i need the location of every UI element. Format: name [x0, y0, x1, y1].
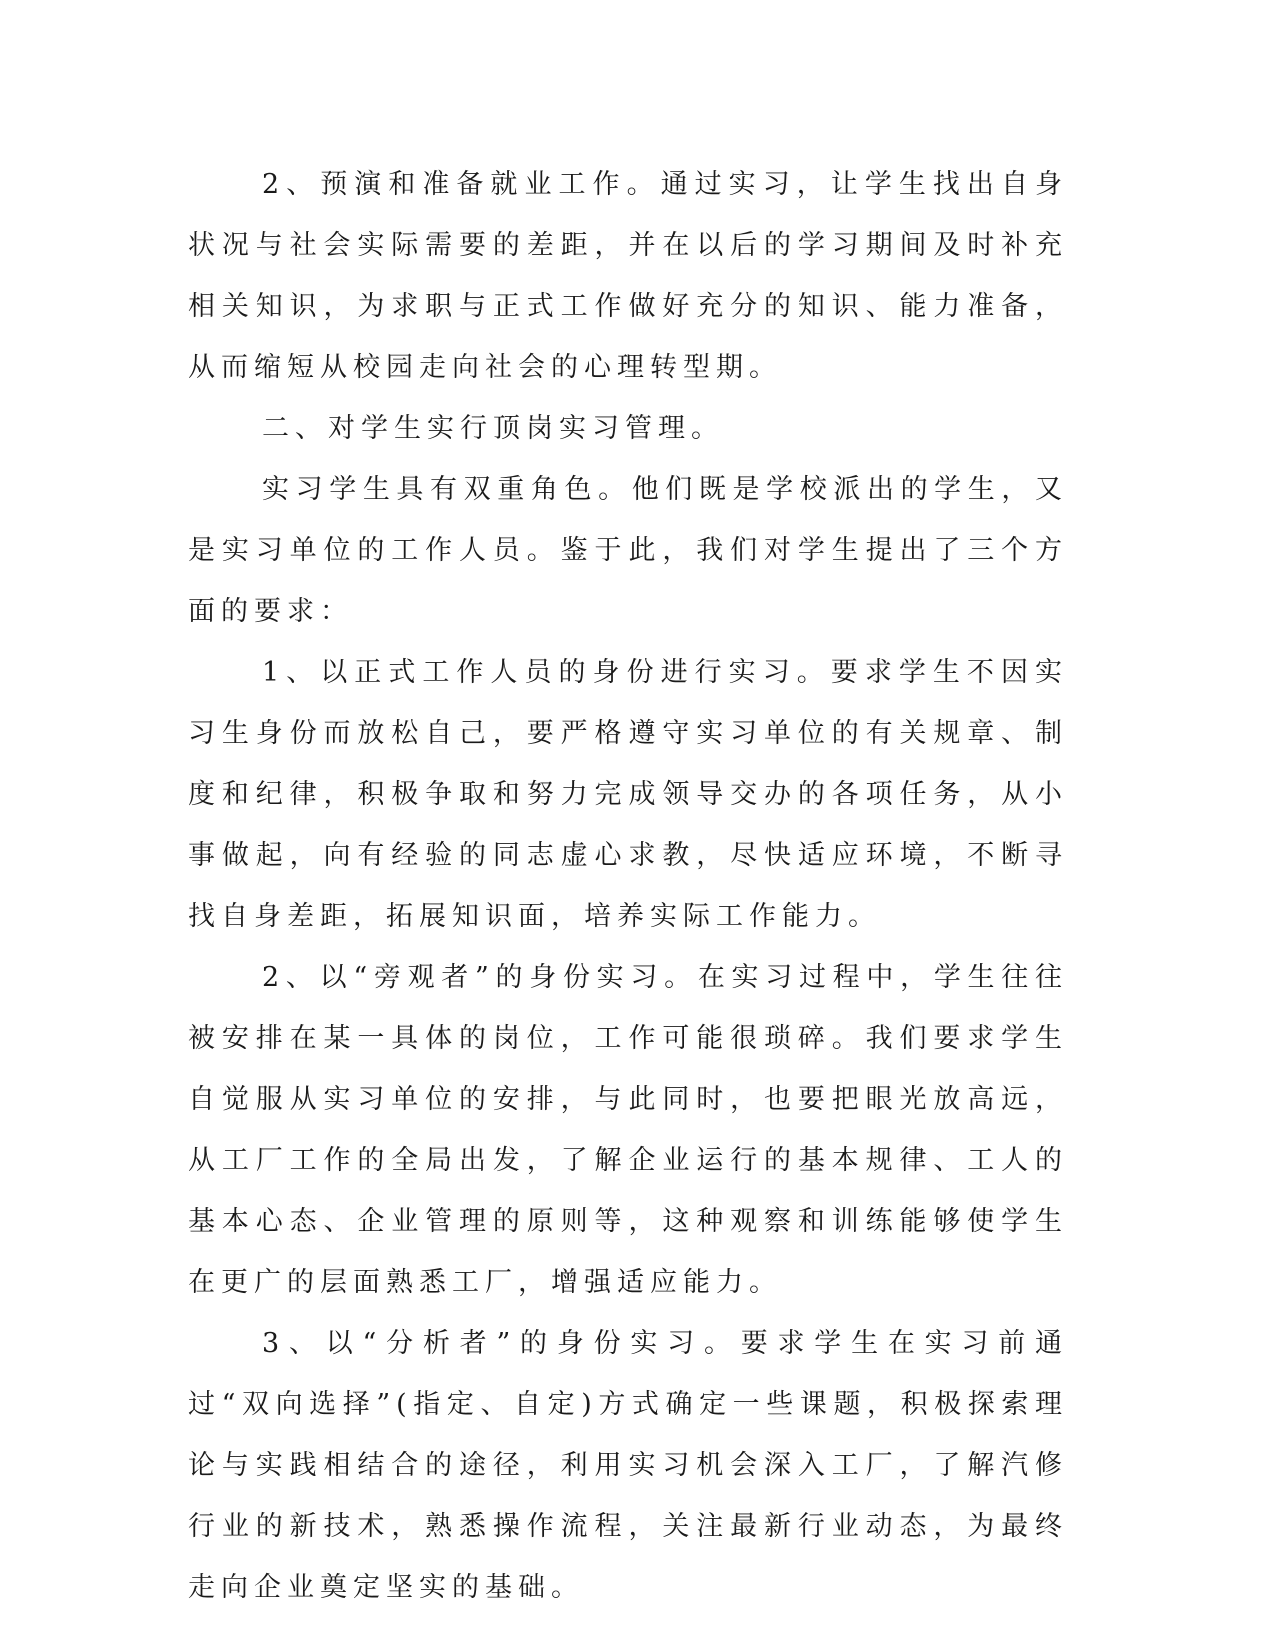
- document-body: [188, 154, 1068, 1618]
- paragraph-requirement-3: 3、以“分析者”的身份实习。要求学生在实习前通过“双向选择”(指定、自定)方式确定一些课题，积极探索理论与实践相结合的途径，利用实习机会深入工厂，了解汽修行业的新技术，熟悉操作流程，关注最新行业动态，为最终走向企业奠定坚实的基础。: [188, 1328, 1068, 1603]
- section-heading-internship-management: 二、对学生实行顶岗实习管理。: [262, 413, 724, 444]
- paragraph-dual-role: 实习学生具有双重角色。他们既是学校派出的学生，又是实习单位的工作人员。鉴于此，我们对学生提出了三个方面的要求：: [188, 474, 1068, 627]
- paragraph-employment-preparation: 2、预演和准备就业工作。通过实习，让学生找出自身状况与社会实际需要的差距，并在以后的学习期间及时补充相关知识，为求职与正式工作做好充分的知识、能力准备，从而缩短从校园走向社会的心理转型期。: [188, 169, 1068, 383]
- paragraph-requirement-1: 1、以正式工作人员的身份进行实习。要求学生不因实习生身份而放松自己，要严格遵守实习单位的有关规章、制度和纪律，积极争取和努力完成领导交办的各项任务，从小事做起，向有经验的同志虚心求教，尽快适应环境，不断寻找自身差距，拓展知识面，培养实际工作能力。: [188, 657, 1068, 932]
- paragraph-requirement-2: 2、以“旁观者”的身份实习。在实习过程中，学生往往被安排在某一具体的岗位，工作可能很琐碎。我们要求学生自觉服从实习单位的安排，与此同时，也要把眼光放高远，从工厂工作的全局出发，了解企业运行的基本规律、工人的基本心态、企业管理的原则等，这种观察和训练能够使学生在更广的层面熟悉工厂，增强适应能力。: [188, 962, 1068, 1298]
